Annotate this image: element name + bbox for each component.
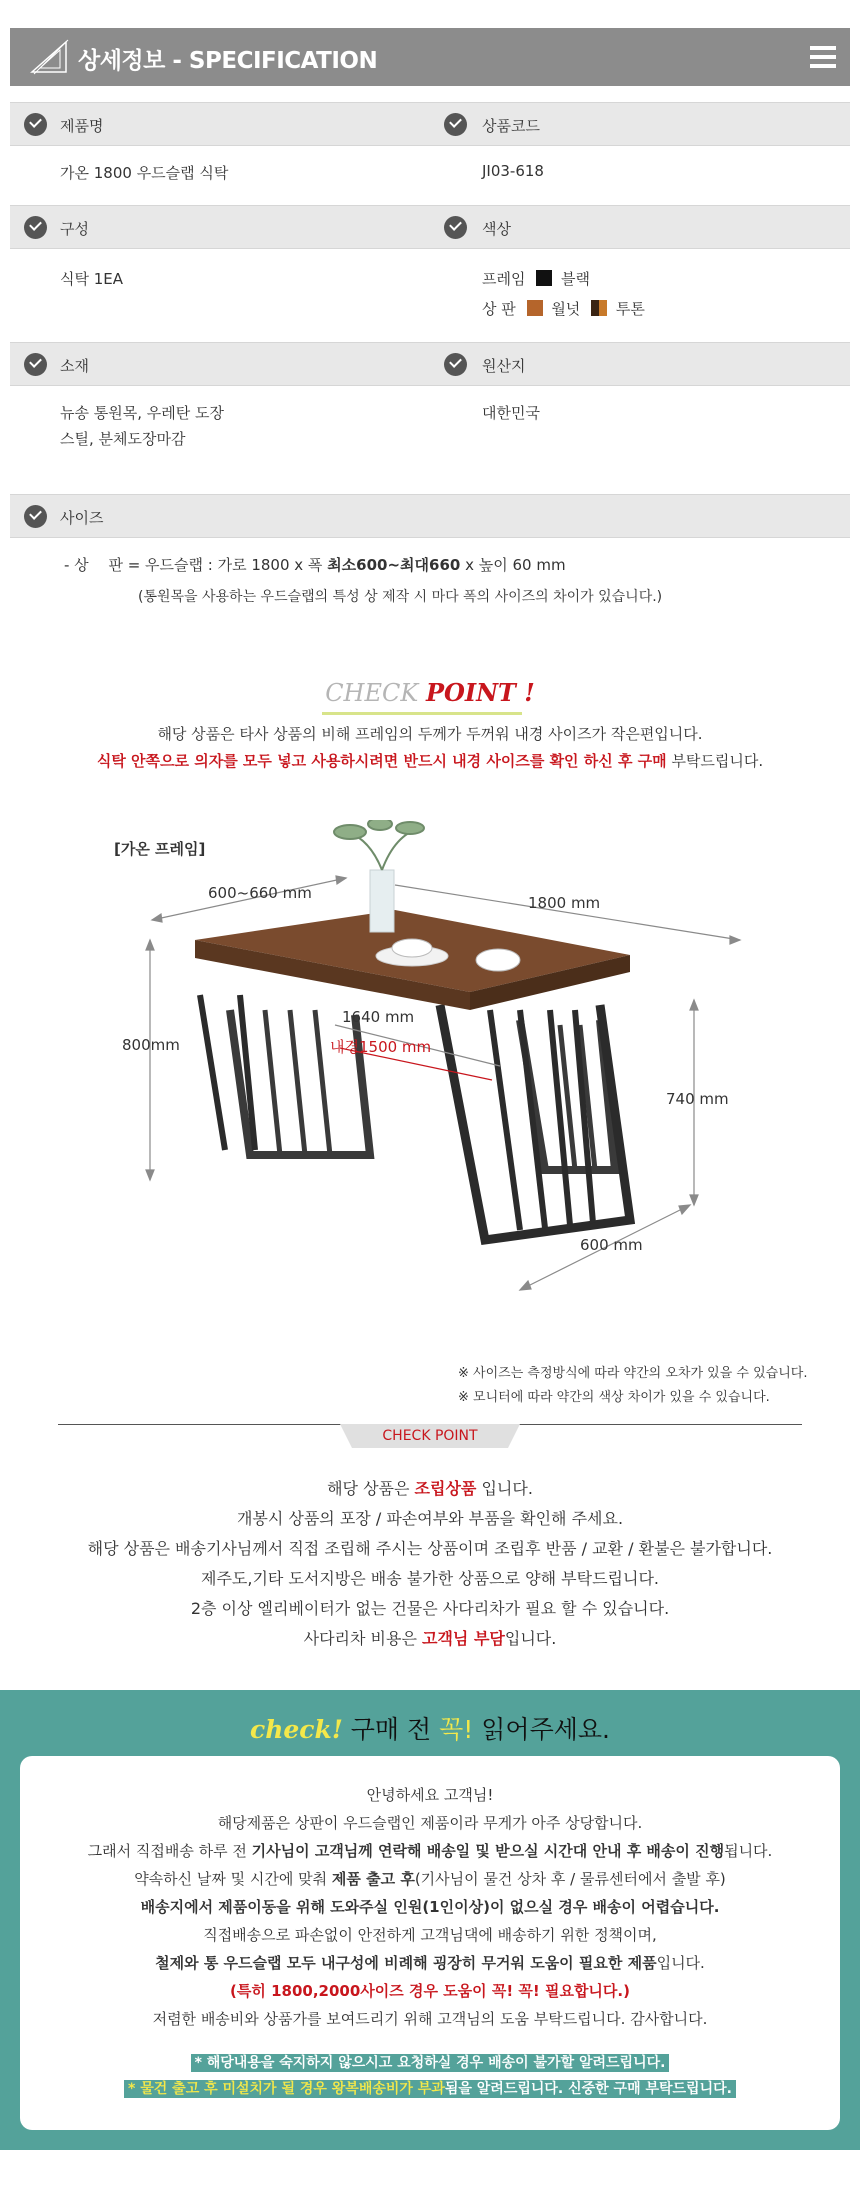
check-circle-icon xyxy=(444,353,467,376)
cp2-line-3: 해당 상품은 배송기사님께서 직접 조립해 주시는 상품이며 조립후 반품 / 교환 / 환불은 불가합니다. xyxy=(87,1539,773,1558)
spec-value-material-2: 스틸, 분체도장마감 xyxy=(60,430,186,448)
walnut-swatch xyxy=(527,300,543,316)
checkpoint-line-2 xyxy=(0,750,860,771)
checkpoint-title-red: POINT ! xyxy=(425,678,535,707)
spec-value-color-top xyxy=(482,298,645,319)
dim-height: 800mm xyxy=(122,1036,180,1054)
checkpoint-tab: CHECK POINT xyxy=(382,1428,478,1444)
cp2-line-5: 2층 이상 엘리베이터가 없는 건물은 사다리차가 필요 할 수 있습니다. xyxy=(190,1599,670,1618)
dim-length: 1800 mm xyxy=(528,894,601,912)
cp2-line-6 xyxy=(0,1626,860,1649)
cp2-assembly: 조립상품 xyxy=(414,1479,477,1498)
checkpoint-warning: 식탁 안쪽으로 의자를 모두 넣고 사용하시려면 반드시 내경 사이즈를 확인 하신 후 구매 xyxy=(96,752,667,770)
notice-line-4-a: 약속하신 날짜 및 시간에 맞춰 xyxy=(134,1870,332,1888)
notice-check-word: check! xyxy=(250,1715,343,1744)
spec-value-origin: 대한민국 xyxy=(482,404,540,422)
notice-highlight-1 xyxy=(20,2052,840,2072)
notice-heading xyxy=(0,1710,860,1746)
notice-line-3-a: 그래서 직접배송 하루 전 xyxy=(87,1842,252,1860)
spec-label-composition: 구성 xyxy=(60,220,89,238)
spec-value-color-frame xyxy=(482,268,590,289)
color-frame-label: 프레임 xyxy=(482,270,526,288)
spec-row-bar xyxy=(10,102,850,146)
notice-line-6: 직접배송으로 파손없이 안전하게 고객님댁에 배송하기 위한 정책이며, xyxy=(203,1926,657,1944)
spec-label-color: 색상 xyxy=(482,220,511,238)
notice-line-4 xyxy=(20,1868,840,1889)
checkpoint-title xyxy=(0,678,860,707)
color-top-twotone: 투톤 xyxy=(615,300,645,318)
check-circle-icon xyxy=(444,113,467,136)
spec-row-bar xyxy=(10,342,850,386)
color-top-label: 상 판 xyxy=(482,300,516,318)
cp2-line-6-a: 사다리차 비용은 xyxy=(303,1629,423,1648)
cp2-line-4: 제주도,기타 도서지방은 배송 불가한 상품으로 양해 부탁드립니다. xyxy=(200,1569,659,1588)
spec-value-product-code: JI03-618 xyxy=(482,162,544,180)
notice-highlight-1-text: * 해당내용을 숙지하지 않으시고 요청하실 경우 배송이 불가할 알려드립니다. xyxy=(191,2054,670,2072)
spec-row-bar xyxy=(10,205,850,249)
cp2-line-1-a: 해당 상품은 xyxy=(327,1479,415,1498)
notice-line-4-b: 제품 출고 후 xyxy=(331,1870,415,1888)
ruler-triangle-icon xyxy=(28,38,70,76)
cp2-line-2: 개봉시 상품의 포장 / 파손여부와 부품을 확인해 주세요. xyxy=(236,1509,624,1528)
size-note-2: ※ 모니터에 따라 약간의 색상 차이가 있을 수 있습니다. xyxy=(458,1390,770,1405)
dim-inner-clear: 내경1500 mm xyxy=(330,1038,432,1056)
spec-value-size xyxy=(64,554,566,575)
size-note-1: ※ 사이즈는 측정방식에 따라 약간의 오차가 있을 수 있습니다. xyxy=(458,1366,808,1381)
notice-highlight-2-b: 됨을 알려드립니다. 신중한 구매 부탁드립니다. xyxy=(444,2081,732,2097)
notice-line-8: (특히 1800,2000사이즈 경우 도움이 꼭! 꼭! 필요합니다.) xyxy=(230,1982,630,2000)
notice-line-2: 해당제품은 상판이 우드슬랩인 제품이라 무게가 아주 상당합니다. xyxy=(217,1814,643,1832)
notice-line-3-b: 기사님이 고객님께 연락해 배송일 및 받으실 시간대 안내 후 배송이 진행 xyxy=(251,1842,725,1860)
diagram-label: [가온 프레임] xyxy=(114,840,206,858)
spec-value-material-1: 뉴송 통원목, 우레탄 도장 xyxy=(60,404,224,422)
spec-label-origin: 원산지 xyxy=(482,357,526,375)
cp2-line-1 xyxy=(0,1476,860,1499)
cp2-line-6-b: 입니다. xyxy=(504,1629,557,1648)
notice-highlight-2-text xyxy=(124,2080,736,2098)
notice-heading-a: 구매 전 xyxy=(350,1715,440,1744)
check-circle-icon xyxy=(24,505,47,528)
size-suffix: x 높이 60 mm xyxy=(460,556,566,574)
spec-label-product-name: 제품명 xyxy=(60,117,104,135)
size-note: (통원목을 사용하는 우드슬랩의 특성 상 제작 시 마다 폭의 사이즈의 차이가 있습니다.) xyxy=(138,589,663,605)
checkpoint-line-2-rest: 부탁드립니다. xyxy=(666,752,764,770)
notice-line-1: 안녕하세요 고객님! xyxy=(366,1786,494,1804)
spec-label-material: 소재 xyxy=(60,357,89,375)
notice-line-5: 배송지에서 제품이동을 위해 도와주실 인원(1인이상)이 없으실 경우 배송이 어렵습니다. xyxy=(140,1898,720,1916)
spec-value-product-name: 가온 1800 우드슬랩 식탁 xyxy=(60,164,229,182)
spec-row-bar xyxy=(10,494,850,538)
size-prefix: - 상 판 = 우드슬랩 : 가로 1800 x 폭 xyxy=(64,556,328,574)
color-top-walnut: 월넛 xyxy=(551,300,581,318)
notice-line-3-c: 됩니다. xyxy=(724,1842,773,1860)
spec-label-product-code: 상품코드 xyxy=(482,117,540,135)
notice-line-3 xyxy=(20,1840,840,1861)
notice-line-7-b: 입니다. xyxy=(656,1954,705,1972)
spec-label-size: 사이즈 xyxy=(60,509,104,527)
table-dimension-diagram xyxy=(0,820,860,1320)
notice-heading-b: 꼭! xyxy=(439,1715,474,1744)
notice-line-9: 저렴한 배송비와 상품가를 보여드리기 위해 고객님의 도움 부탁드립니다. 감사합니다. xyxy=(152,2010,708,2028)
dim-leg-height: 740 mm xyxy=(666,1090,729,1108)
notice-line-7-a: 철제와 통 우드슬랩 모두 내구성에 비례해 굉장히 무거워 도움이 필요한 제품 xyxy=(155,1954,657,1972)
spec-value-composition: 식탁 1EA xyxy=(60,270,124,288)
dim-leg-width: 600 mm xyxy=(580,1236,643,1254)
color-frame-value: 블랙 xyxy=(561,270,591,288)
check-circle-icon xyxy=(444,216,467,239)
cp2-line-1-b: 입니다. xyxy=(476,1479,533,1498)
check-circle-icon xyxy=(24,113,47,136)
twotone-swatch xyxy=(591,300,607,316)
notice-line-4-c: (기사님이 물건 상차 후 / 물류센터에서 출발 후) xyxy=(414,1870,726,1888)
notice-line-7 xyxy=(20,1952,840,1973)
page-title: 상세정보 - SPECIFICATION xyxy=(78,48,378,74)
notice-highlight-2 xyxy=(20,2078,840,2098)
spec-header xyxy=(10,28,850,86)
size-width-range: 최소600~최대660 xyxy=(327,556,461,574)
menu-icon[interactable] xyxy=(810,46,836,68)
cp2-customer-pay: 고객님 부담 xyxy=(422,1629,505,1648)
dim-width-range: 600~660 mm xyxy=(208,884,312,902)
checkpoint-title-gray: CHECK xyxy=(325,679,419,707)
check-circle-icon xyxy=(24,216,47,239)
checkpoint-line-1: 해당 상품은 타사 상품의 비해 프레임의 두께가 두꺼워 내경 사이즈가 작은편입니다. xyxy=(157,725,703,743)
notice-highlight-2-a: * 물건 출고 후 미설치가 될 경우 왕복배송비가 부과 xyxy=(128,2081,445,2097)
frame-black-swatch xyxy=(536,270,552,286)
check-circle-icon xyxy=(24,353,47,376)
checkpoint-underline xyxy=(322,712,522,715)
notice-heading-c: 읽어주세요. xyxy=(473,1715,610,1744)
dim-inner-length: 1640 mm xyxy=(342,1008,415,1026)
